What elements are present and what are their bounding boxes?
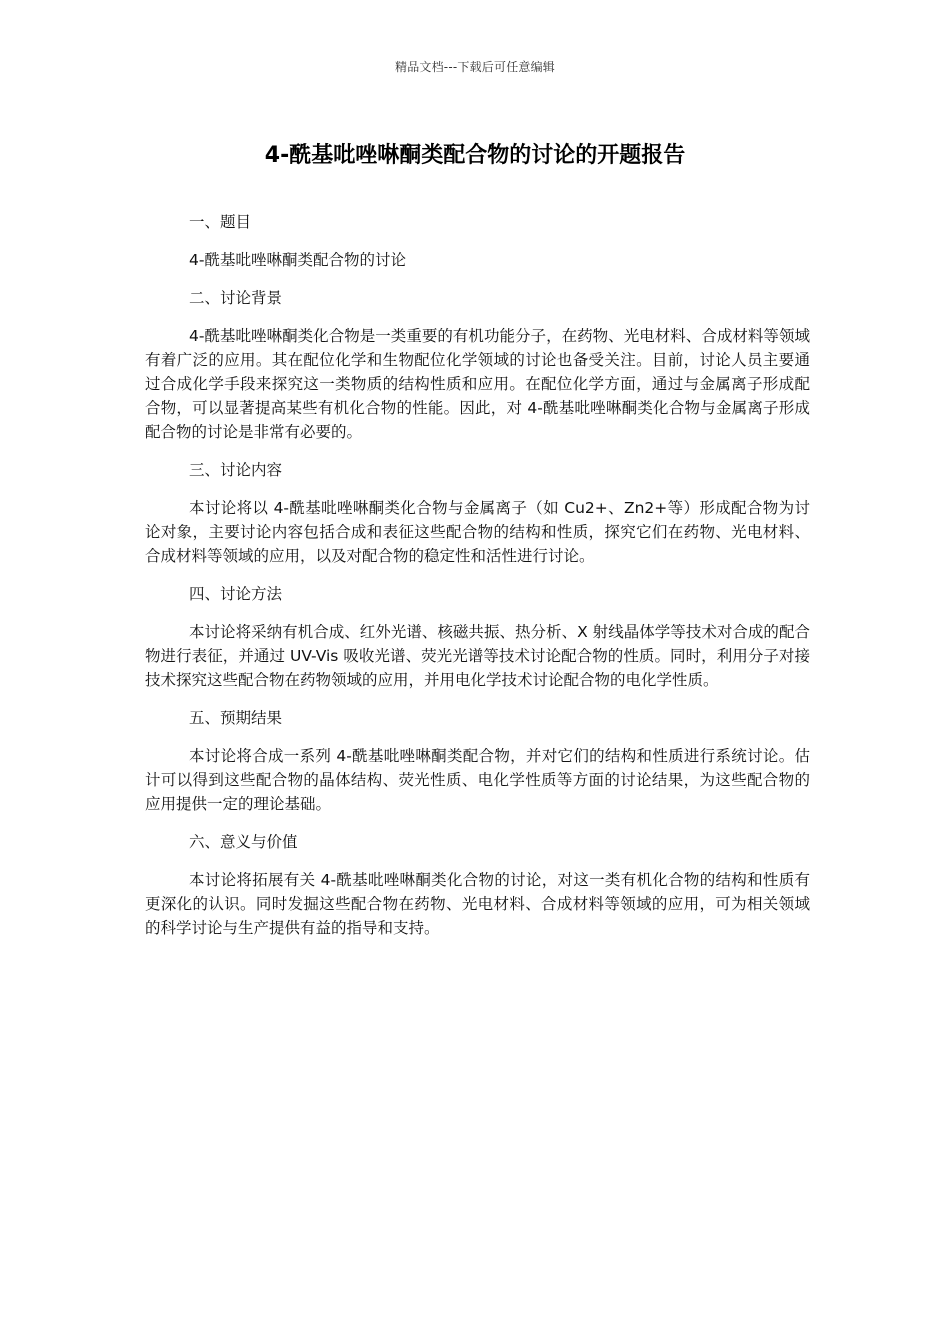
section-heading-background: 二、讨论背景 bbox=[189, 289, 283, 307]
section-body-expected-results: 本讨论将合成一系列 4-酰基吡唑啉酮类配合物，并对它们的结构和性质进行系统讨论。估计可以得到这些配合物的晶体结构、荧光性质、电化学性质等方面的讨论结果，为这些配合物的应用提供一定的理论基础。 bbox=[145, 747, 810, 813]
document-body bbox=[145, 210, 810, 954]
running-header: 精品文档---下载后可任意编辑 bbox=[395, 60, 555, 74]
section-body-methods: 本讨论将采纳有机合成、红外光谱、核磁共振、热分析、X 射线晶体学等技术对合成的配合物进行表征，并通过 UV-Vis 吸收光谱、荧光光谱等技术讨论配合物的性质。同时，利用分子对接技术探究这些配合物在药物领域的应用，并用电化学技术讨论配合物的电化学性质。 bbox=[145, 623, 810, 689]
section-body-topic: 4-酰基吡唑啉酮类配合物的讨论 bbox=[189, 251, 406, 269]
section-body-significance: 本讨论将拓展有关 4-酰基吡唑啉酮类化合物的讨论，对这一类有机化合物的结构和性质有更深化的认识。同时发掘这些配合物在药物、光电材料、合成材料等领域的应用，可为相关领域的科学讨论与生产提供有益的指导和支持。 bbox=[145, 871, 810, 937]
section-heading-content: 三、讨论内容 bbox=[189, 461, 283, 479]
section-body-background: 4-酰基吡唑啉酮类化合物是一类重要的有机功能分子，在药物、光电材料、合成材料等领域有着广泛的应用。其在配位化学和生物配位化学领域的讨论也备受关注。目前，讨论人员主要通过合成化学手段来探究这一类物质的结构性质和应用。在配位化学方面，通过与金属离子形成配合物，可以显著提高某些有机化合物的性能。因此，对 4-酰基吡唑啉酮类化合物与金属离子形成配合物的讨论是非常有必要的。 bbox=[145, 327, 810, 441]
section-body-content: 本讨论将以 4-酰基吡唑啉酮类化合物与金属离子（如 Cu2+、Zn2+等）形成配合物为讨论对象，主要讨论内容包括合成和表征这些配合物的结构和性质，探究它们在药物、光电材料、合成材料等领域的应用，以及对配合物的稳定性和活性进行讨论。 bbox=[145, 499, 810, 565]
section-heading-significance: 六、意义与价值 bbox=[189, 833, 298, 851]
section-heading-methods: 四、讨论方法 bbox=[189, 585, 283, 603]
section-heading-topic: 一、题目 bbox=[189, 213, 252, 231]
document-title: 4-酰基吡唑啉酮类配合物的讨论的开题报告 bbox=[264, 143, 686, 168]
section-heading-expected-results: 五、预期结果 bbox=[189, 709, 283, 727]
